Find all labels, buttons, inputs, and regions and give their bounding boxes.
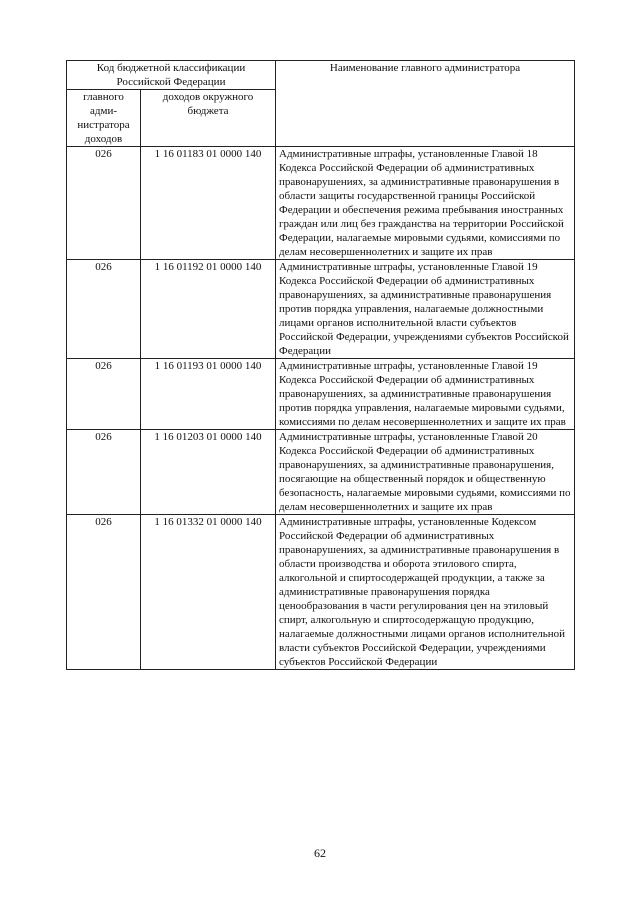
income-code-cell: 1 16 01332 01 0000 140 [141,515,276,670]
admin-code-cell: 026 [67,430,141,515]
admin-code-cell: 026 [67,260,141,359]
header-row-group [67,61,575,90]
admin-code-cell: 026 [67,147,141,260]
name-cell: Административные штрафы, установленные Главой 19 Кодекса Российской Федерации об административных правонарушениях, за административные правонарушения против порядка управления, налагаемые мировыми судьями, комиссиями по делам несовершеннолетних и защите их прав [276,359,575,430]
header-col-name: Наименование главного администратора [276,61,575,147]
page-number: 62 [314,846,326,860]
table-row [67,430,575,515]
name-cell: Административные штрафы, установленные Кодексом Российской Федерации об административных правонарушениях, за административные правонарушения в области производства и оборота этилового спирта, алкогольной и спиртосодержащей продукции, а также за административные правонарушения порядка ценообразования в части регулирования цен на этиловый спирт, алкогольную и спиртосодержащую продукцию, налагаемые должностными лицами органов исполнительной власти субъектов Российской Федерации, учреждениями субъектов Российской Федерации [276,515,575,670]
budget-classification-table [66,60,575,670]
table-row [67,515,575,670]
income-code-cell: 1 16 01203 01 0000 140 [141,430,276,515]
name-cell: Административные штрафы, установленные Главой 20 Кодекса Российской Федерации об административных правонарушениях, за административные правонарушения, посягающие на общественный порядок и общественную безопасность, налагаемые мировыми судьями, комиссиями по делам несовершеннолетних и защите их прав [276,430,575,515]
header-col-income: доходов окружного бюджета [141,90,276,147]
income-code-cell: 1 16 01193 01 0000 140 [141,359,276,430]
table-row [67,260,575,359]
admin-code-cell: 026 [67,515,141,670]
admin-code-cell: 026 [67,359,141,430]
name-cell: Административные штрафы, установленные Главой 19 Кодекса Российской Федерации об административных правонарушениях, за административные правонарушения против порядка управления, налагаемые должностными лицами органов исполнительной власти субъектов Российской Федерации, учреждениями субъектов Российской Федерации [276,260,575,359]
name-cell: Административные штрафы, установленные Главой 18 Кодекса Российской Федерации об административных правонарушениях, за административные правонарушения в области защиты государственной границы Российской Федерации и обеспечения режима пребывания иностранных граждан или лиц без гражданства на территории Российской Федерации, налагаемые мировыми судьями, комиссиями по делам несовершеннолетних и защите их прав [276,147,575,260]
header-group-label: Код бюджетной классификации Российской Федерации [67,61,276,90]
income-code-cell: 1 16 01183 01 0000 140 [141,147,276,260]
table-row [67,147,575,260]
income-code-cell: 1 16 01192 01 0000 140 [141,260,276,359]
table-row [67,359,575,430]
header-col-admin: главного адми-нистратора доходов [67,90,141,147]
